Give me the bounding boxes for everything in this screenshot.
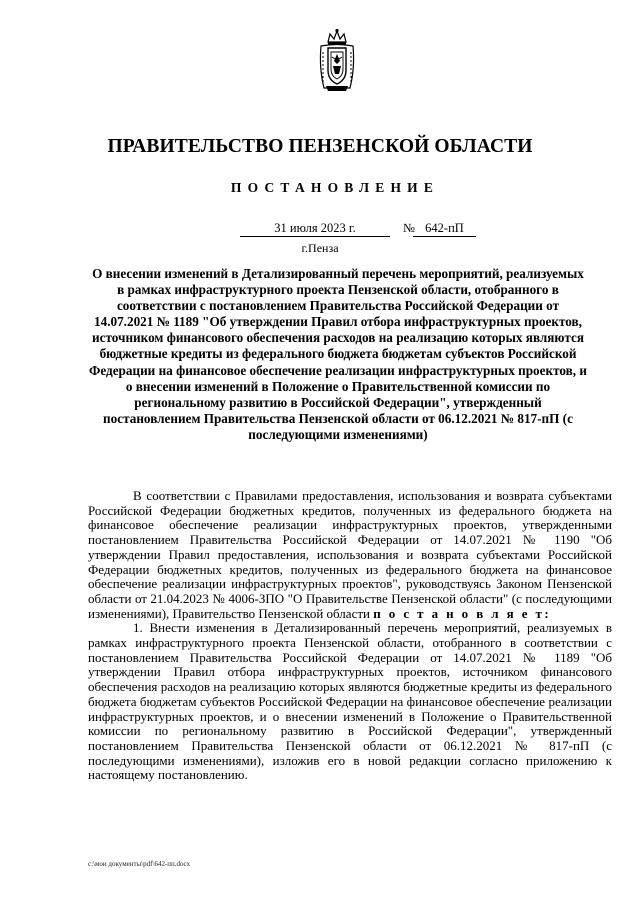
document-subject: О внесении изменений в Детализированный перечень мероприятий, реализуемых в рамках инфраструктурного проекта Пензенской области, отобранного в соответствии с постановлением Правительства Российской Федерации от 14.07.2021 № 1189 "Об утверждении Правил отбора инфраструктурных проектов, источником финансового обеспечения расходов на реализацию которых являются бюджетные кредиты из федерального бюджета бюджетам субъектов Российской Федерации на финансовое обеспечение реализации инфраструктурных проектов, и о внесении изменений в Положение о Правительственной комиссии по региональному развитию в Российской Федерации", утвержденный постановлением Правительства Пензенской области от 06.12.2021 № 817-пП (с последующими изменениями) <box>89 266 587 442</box>
file-path-footer: c:\мои документы\pdf\642-пп.docx <box>88 860 191 868</box>
preamble-paragraph <box>88 489 612 621</box>
document-type: ПОСТАНОВЛЕНИЕ <box>230 180 440 195</box>
number-sign: № <box>403 221 415 235</box>
preamble-text: В соответствии с Правилами предоставления, использования и возврата субъектами Российской Федерации бюджетных кредитов, полученных из федерального бюджета на финансовое обеспечение реализации инфраструктурных проектов, утвержденными постановлением Правительства Российской Федерации от 14.07.2021 № 1190 "Об утверждении Правил предоставления, использования и возврата субъектами Российской Федерации бюджетных кредитов, полученных из федерального бюджета на финансовое обеспечение реализации инфраструктурных проектов", руководствуясь Законом Пензенской области от 21.04.2023 № 4006-ЗПО "О Правительстве Пензенской области" (с последующими изменениями), Правительство Пензенской области <box>88 488 612 621</box>
document-body <box>88 489 612 783</box>
item-1-paragraph: 1. Внести изменения в Детализированный перечень мероприятий, реализуемых в рамках инфраструктурного проекта Пензенской области, отобранного в соответствии с постановлением Правительства Российской Федерации от 14.07.2021 № 1189 "Об утверждении Правил отбора инфраструктурных проектов, источником финансового обеспечения расходов на реализацию которых являются бюджетные кредиты из федерального бюджета бюджетам субъектов Российской Федерации на финансовое обеспечение реализации инфраструктурных проектов, и о внесении изменений в Положение о Правительственной комиссии по региональному развитию в Российской Федерации", утвержденный постановлением Правительства Пензенской области от 06.12.2021 № 817-пП (с последующими изменениями), изложив его в новой редакции согласно приложению к настоящему постановлению. <box>88 620 612 783</box>
resolves-text: п о с т а н о в л я е т: <box>373 605 552 621</box>
city-label: г.Пенза <box>301 241 339 255</box>
organization-title: ПРАВИТЕЛЬСТВО ПЕНЗЕНСКОЙ ОБЛАСТИ <box>107 136 533 157</box>
document-date: 31 июля 2023 г. <box>240 220 390 237</box>
document-number: 642-пП <box>413 220 476 237</box>
coat-of-arms-icon <box>318 28 356 92</box>
